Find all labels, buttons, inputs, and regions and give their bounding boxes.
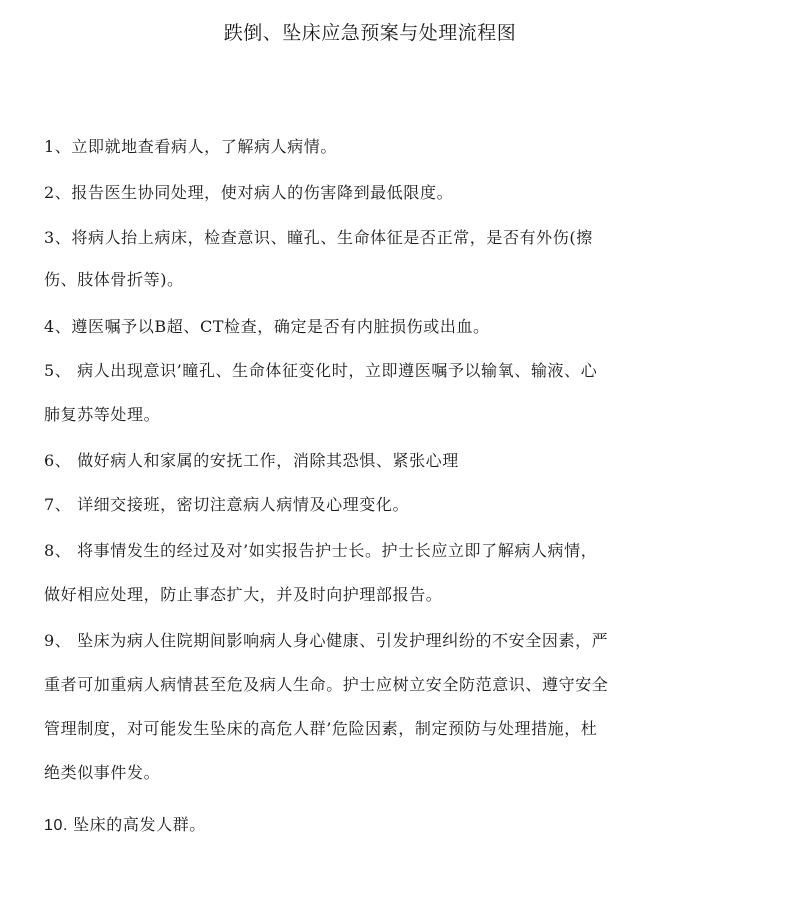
document-title: 跌倒、坠床应急预案与处理流程图	[223, 22, 517, 44]
procedure-line: 3、将病人抬上病床，检查意识、瞳孔、生命体征是否正常，是否有外伤(擦	[44, 228, 593, 247]
procedure-line: 重者可加重病人病情甚至危及病人生命。护士应树立安全防范意识、遵守安全	[44, 675, 609, 694]
procedure-line: 2、报告医生协同处理，使对病人的伤害降到最低限度。	[44, 183, 454, 202]
procedure-line: 伤、肢体骨折等)。	[44, 270, 184, 289]
procedure-line: 5、 病人出现意识’瞳孔、生命体征变化时，立即遵医嘱予以输氧、输液、心	[44, 361, 598, 380]
procedure-line: 4、遵医嘱予以B超、CT检查，确定是否有内脏损伤或出血。	[44, 317, 490, 336]
procedure-line: 1、立即就地查看病人，了解病人病情。	[44, 137, 337, 156]
procedure-line: 7、 详细交接班，密切注意病人病情及心理变化。	[44, 495, 410, 514]
procedure-line: 做好相应处理，防止事态扩大，并及时向护理部报告。	[44, 585, 443, 604]
procedure-line: 绝类似事件发。	[44, 763, 161, 782]
procedure-line: 管理制度，对可能发生坠床的高危人群’危险因素，制定预防与处理措施，杜	[44, 719, 598, 738]
procedure-line: 肺复苏等处理。	[44, 405, 161, 424]
procedure-line: 9、 坠床为病人住院期间影响病人身心健康、引发护理纠纷的不安全因素，严	[44, 631, 609, 650]
procedure-line: 6、 做好病人和家属的安抚工作，消除其恐惧、紧张心理	[44, 451, 459, 470]
procedure-line: 8、 将事情发生的经过及对’如实报告护士长。护士长应立即了解病人病情，	[44, 541, 598, 560]
procedure-line: 10. 坠床的高发人群。	[44, 817, 206, 834]
